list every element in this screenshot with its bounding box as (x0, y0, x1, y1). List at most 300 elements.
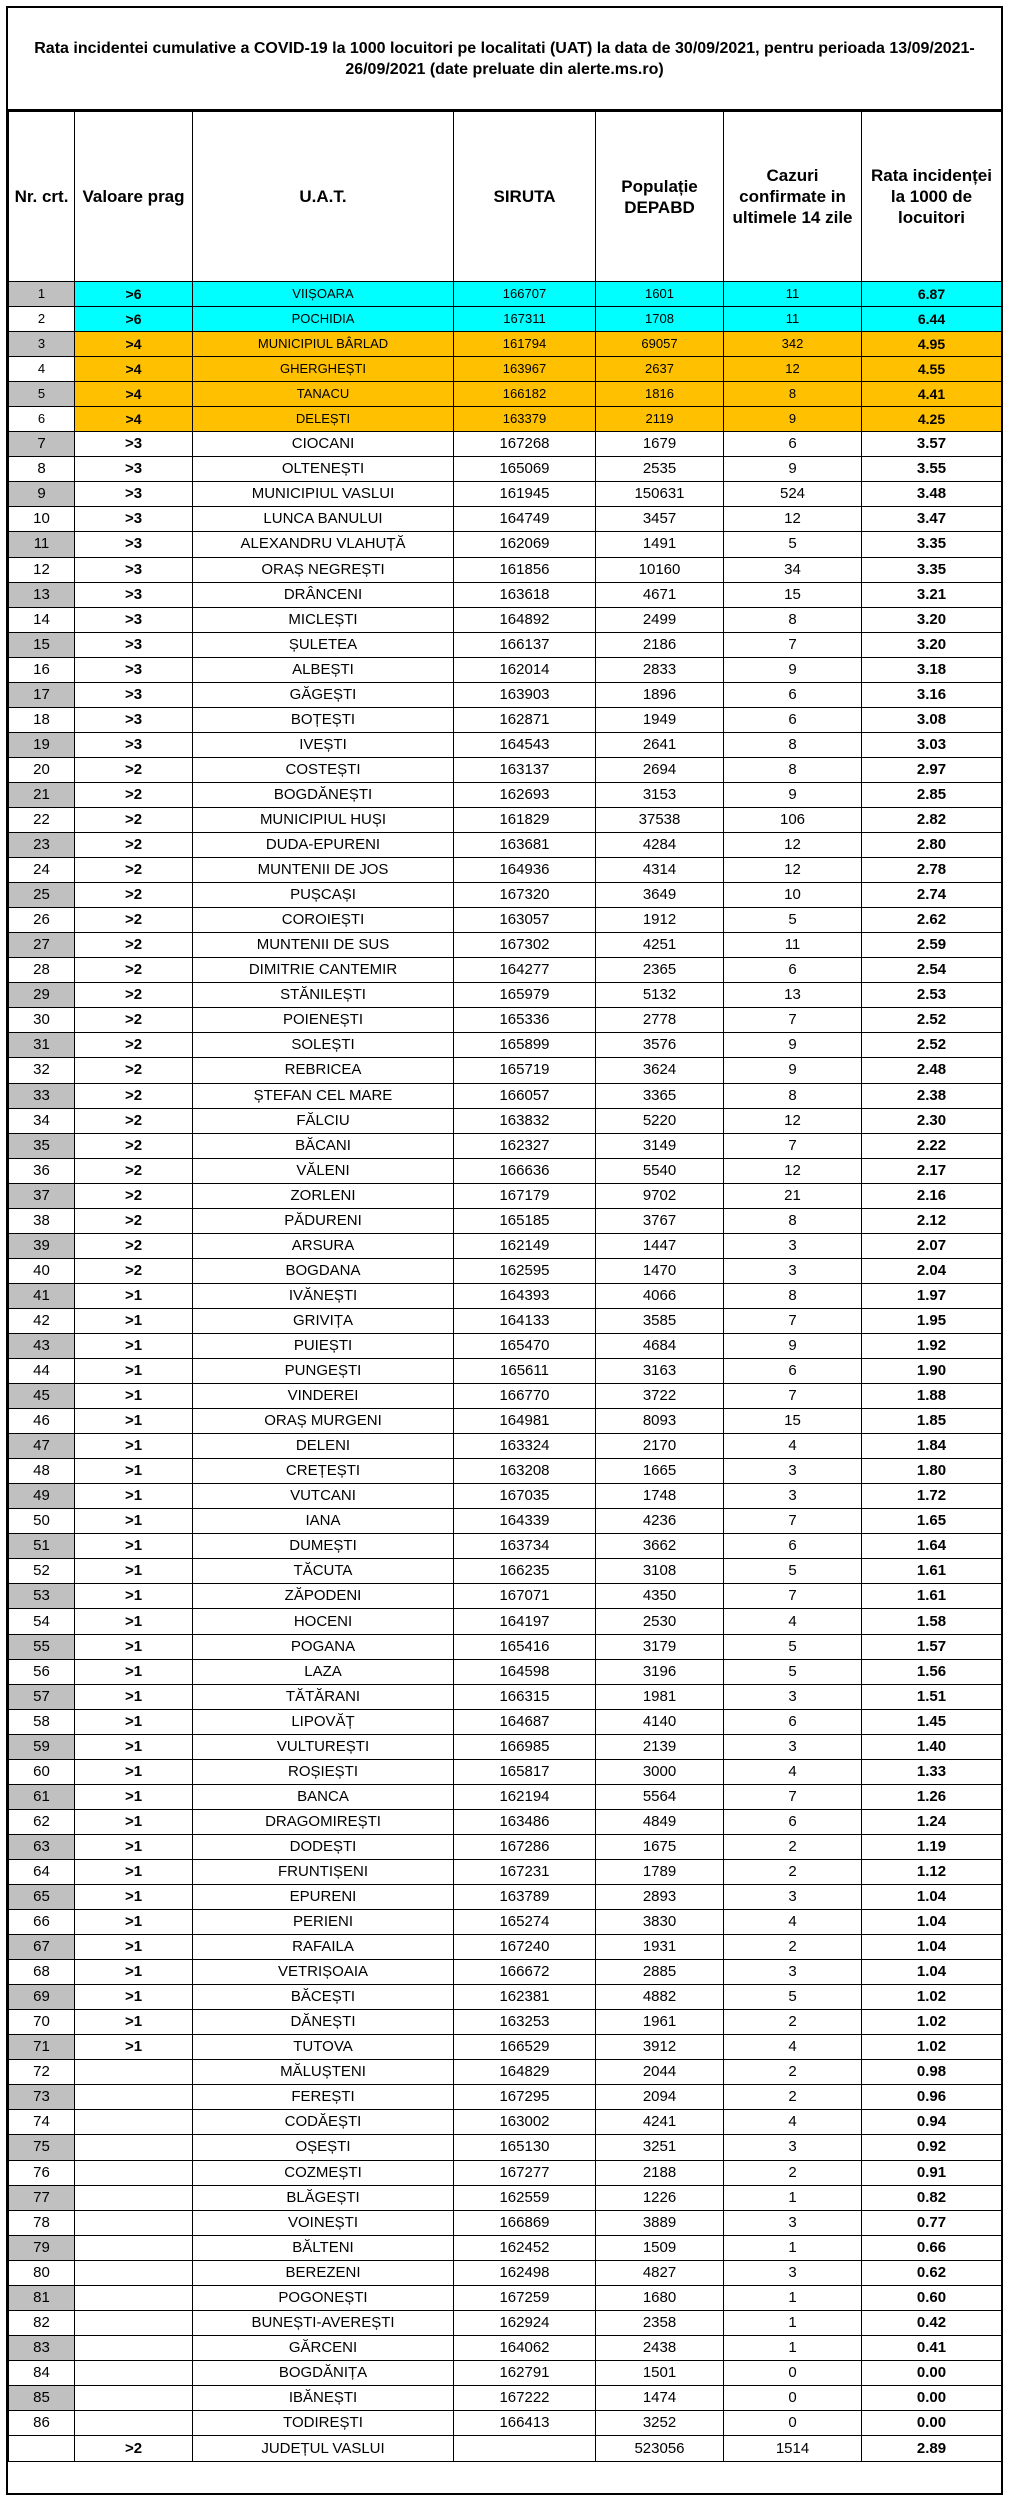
cell-uat: HOCENI (193, 1609, 454, 1634)
cell-prag: >2 (75, 807, 193, 832)
table-body (9, 282, 1002, 2462)
cell-siruta: 165069 (454, 457, 596, 482)
cell-prag: >1 (75, 1734, 193, 1759)
cell-nr: 39 (9, 1233, 75, 1258)
cell-populatie: 37538 (596, 807, 724, 832)
cell-uat: LIPOVĂȚ (193, 1709, 454, 1734)
cell-rata: 0.62 (862, 2260, 1002, 2285)
cell-nr: 54 (9, 1609, 75, 1634)
cell-cazuri: 3 (724, 2210, 862, 2235)
cell-siruta: 162498 (454, 2260, 596, 2285)
cell-uat: BĂLTENI (193, 2235, 454, 2260)
cell-rata: 3.57 (862, 432, 1002, 457)
cell-uat: BĂCANI (193, 1133, 454, 1158)
table-row (9, 1734, 1002, 1759)
total-populatie: 523056 (596, 2436, 724, 2462)
cell-rata: 0.66 (862, 2235, 1002, 2260)
cell-uat: BUNEȘTI-AVEREȘTI (193, 2310, 454, 2335)
cell-siruta: 167277 (454, 2160, 596, 2185)
cell-rata: 1.02 (862, 2035, 1002, 2060)
cell-prag (75, 2260, 193, 2285)
cell-rata: 1.92 (862, 1333, 1002, 1358)
table-row (9, 1409, 1002, 1434)
cell-prag (75, 2310, 193, 2335)
cell-prag: >2 (75, 1008, 193, 1033)
cell-populatie: 3000 (596, 1759, 724, 1784)
cell-cazuri: 15 (724, 582, 862, 607)
cell-uat: ȘTEFAN CEL MARE (193, 1083, 454, 1108)
cell-rata: 1.19 (862, 1834, 1002, 1859)
cell-cazuri: 8 (724, 382, 862, 407)
table-row (9, 1960, 1002, 1985)
table-row (9, 1283, 1002, 1308)
cell-cazuri: 8 (724, 732, 862, 757)
cell-populatie: 1981 (596, 1684, 724, 1709)
table-row (9, 2135, 1002, 2160)
cell-uat: PĂDURENI (193, 1208, 454, 1233)
cell-siruta: 165274 (454, 1910, 596, 1935)
cell-prag (75, 2085, 193, 2110)
table-row (9, 1609, 1002, 1634)
cell-rata: 0.92 (862, 2135, 1002, 2160)
cell-nr: 68 (9, 1960, 75, 1985)
cell-uat: MUNICIPIUL BÂRLAD (193, 332, 454, 357)
cell-cazuri: 12 (724, 1108, 862, 1133)
cell-cazuri: 7 (724, 1509, 862, 1534)
cell-uat: DELEȘTI (193, 407, 454, 432)
cell-cazuri: 5 (724, 1559, 862, 1584)
table-row (9, 707, 1002, 732)
cell-uat: BOGDĂNEȘTI (193, 782, 454, 807)
cell-cazuri: 5 (724, 1659, 862, 1684)
table-row (9, 1910, 1002, 1935)
header-rata: Rata incidenței la 1000 de locuitori (862, 112, 1002, 282)
cell-siruta: 164687 (454, 1709, 596, 1734)
cell-siruta: 164197 (454, 1609, 596, 1634)
cell-siruta: 163253 (454, 2010, 596, 2035)
cell-nr: 44 (9, 1359, 75, 1384)
cell-rata: 0.82 (862, 2185, 1002, 2210)
cell-populatie: 3149 (596, 1133, 724, 1158)
cell-uat: ALEXANDRU VLAHUȚĂ (193, 532, 454, 557)
table-row (9, 2310, 1002, 2335)
cell-populatie: 2499 (596, 607, 724, 632)
cell-rata: 2.22 (862, 1133, 1002, 1158)
cell-siruta: 167071 (454, 1584, 596, 1609)
table-row (9, 1183, 1002, 1208)
cell-uat: VOINEȘTI (193, 2210, 454, 2235)
cell-rata: 1.51 (862, 1684, 1002, 1709)
cell-uat: FEREȘTI (193, 2085, 454, 2110)
cell-siruta: 164892 (454, 607, 596, 632)
cell-cazuri: 3 (724, 1885, 862, 1910)
cell-rata: 0.98 (862, 2060, 1002, 2085)
cell-prag: >3 (75, 457, 193, 482)
cell-siruta: 167179 (454, 1183, 596, 1208)
cell-prag: >1 (75, 1459, 193, 1484)
cell-cazuri: 1 (724, 2310, 862, 2335)
cell-cazuri: 0 (724, 2360, 862, 2385)
cell-cazuri: 7 (724, 632, 862, 657)
table-header-row (9, 112, 1002, 282)
cell-populatie: 2637 (596, 357, 724, 382)
cell-populatie: 4671 (596, 582, 724, 607)
cell-prag: >4 (75, 382, 193, 407)
cell-uat: ORAȘ MURGENI (193, 1409, 454, 1434)
table-row (9, 1108, 1002, 1133)
table-row (9, 607, 1002, 632)
cell-nr: 27 (9, 933, 75, 958)
cell-rata: 1.26 (862, 1784, 1002, 1809)
cell-nr: 15 (9, 632, 75, 657)
cell-rata: 1.64 (862, 1534, 1002, 1559)
cell-populatie: 3912 (596, 2035, 724, 2060)
cell-rata: 3.20 (862, 607, 1002, 632)
header-nr: Nr. crt. (9, 112, 75, 282)
cell-cazuri: 8 (724, 1083, 862, 1108)
table-row (9, 883, 1002, 908)
cell-cazuri: 7 (724, 1133, 862, 1158)
cell-cazuri: 12 (724, 833, 862, 858)
cell-uat: IANA (193, 1509, 454, 1534)
cell-nr: 47 (9, 1434, 75, 1459)
cell-prag: >1 (75, 1834, 193, 1859)
cell-populatie: 4284 (596, 833, 724, 858)
total-prag: >2 (75, 2436, 193, 2462)
cell-prag: >1 (75, 1659, 193, 1684)
cell-nr: 83 (9, 2335, 75, 2360)
cell-cazuri: 7 (724, 1784, 862, 1809)
cell-rata: 3.16 (862, 682, 1002, 707)
cell-prag: >1 (75, 1960, 193, 1985)
cell-uat: OȘEȘTI (193, 2135, 454, 2160)
cell-siruta: 165899 (454, 1033, 596, 1058)
cell-rata: 1.58 (862, 1609, 1002, 1634)
cell-prag: >1 (75, 1434, 193, 1459)
cell-uat: ZĂPODENI (193, 1584, 454, 1609)
table-row (9, 2185, 1002, 2210)
incidence-report-sheet (6, 6, 1003, 2495)
cell-siruta: 163486 (454, 1809, 596, 1834)
cell-siruta: 164598 (454, 1659, 596, 1684)
table-row (9, 2410, 1002, 2435)
cell-siruta: 165470 (454, 1333, 596, 1358)
cell-nr: 69 (9, 1985, 75, 2010)
cell-prag: >1 (75, 1484, 193, 1509)
cell-prag: >1 (75, 1584, 193, 1609)
cell-prag: >3 (75, 632, 193, 657)
cell-uat: BEREZENI (193, 2260, 454, 2285)
cell-nr: 22 (9, 807, 75, 832)
cell-prag: >1 (75, 1333, 193, 1358)
cell-populatie: 2186 (596, 632, 724, 657)
cell-prag: >1 (75, 1985, 193, 2010)
table-row (9, 682, 1002, 707)
cell-rata: 2.52 (862, 1008, 1002, 1033)
cell-rata: 2.12 (862, 1208, 1002, 1233)
cell-uat: STĂNILEȘTI (193, 983, 454, 1008)
cell-populatie: 1665 (596, 1459, 724, 1484)
cell-populatie: 1816 (596, 382, 724, 407)
cell-rata: 1.04 (862, 1960, 1002, 1985)
cell-populatie: 2188 (596, 2160, 724, 2185)
cell-rata: 2.54 (862, 958, 1002, 983)
cell-nr: 17 (9, 682, 75, 707)
table-row (9, 1784, 1002, 1809)
cell-nr: 14 (9, 607, 75, 632)
cell-rata: 1.97 (862, 1283, 1002, 1308)
cell-rata: 0.60 (862, 2285, 1002, 2310)
table-row (9, 1484, 1002, 1509)
cell-siruta: 167311 (454, 307, 596, 332)
cell-populatie: 2358 (596, 2310, 724, 2335)
cell-siruta: 167302 (454, 933, 596, 958)
cell-siruta: 166707 (454, 282, 596, 307)
cell-uat: DUDA-EPURENI (193, 833, 454, 858)
cell-populatie: 1601 (596, 282, 724, 307)
cell-populatie: 3196 (596, 1659, 724, 1684)
cell-populatie: 4684 (596, 1333, 724, 1358)
cell-prag: >2 (75, 1158, 193, 1183)
cell-nr: 52 (9, 1559, 75, 1584)
table-row (9, 557, 1002, 582)
cell-prag: >1 (75, 1283, 193, 1308)
cell-nr: 41 (9, 1283, 75, 1308)
cell-cazuri: 9 (724, 657, 862, 682)
cell-populatie: 1789 (596, 1859, 724, 1884)
cell-cazuri: 2 (724, 2060, 862, 2085)
cell-nr: 53 (9, 1584, 75, 1609)
table-row (9, 1133, 1002, 1158)
cell-prag: >3 (75, 482, 193, 507)
cell-nr: 29 (9, 983, 75, 1008)
cell-populatie: 4251 (596, 933, 724, 958)
cell-cazuri: 7 (724, 1384, 862, 1409)
cell-prag: >3 (75, 432, 193, 457)
cell-rata: 1.02 (862, 2010, 1002, 2035)
cell-nr: 23 (9, 833, 75, 858)
cell-siruta: 167240 (454, 1935, 596, 1960)
cell-rata: 3.03 (862, 732, 1002, 757)
table-row (9, 1359, 1002, 1384)
cell-prag: >3 (75, 707, 193, 732)
cell-rata: 3.47 (862, 507, 1002, 532)
cell-cazuri: 6 (724, 1809, 862, 1834)
cell-siruta: 166985 (454, 1734, 596, 1759)
cell-cazuri: 4 (724, 1759, 862, 1784)
cell-prag: >1 (75, 1308, 193, 1333)
cell-prag: >3 (75, 532, 193, 557)
cell-prag: >1 (75, 1859, 193, 1884)
cell-populatie: 3179 (596, 1634, 724, 1659)
cell-populatie: 1931 (596, 1935, 724, 1960)
cell-nr: 13 (9, 582, 75, 607)
cell-nr: 84 (9, 2360, 75, 2385)
cell-siruta: 161829 (454, 807, 596, 832)
cell-nr: 46 (9, 1409, 75, 1434)
cell-cazuri: 2 (724, 1935, 862, 1960)
table-row (9, 1083, 1002, 1108)
cell-populatie: 3251 (596, 2135, 724, 2160)
cell-prag: >3 (75, 607, 193, 632)
cell-prag (75, 2135, 193, 2160)
cell-siruta: 164339 (454, 1509, 596, 1534)
cell-prag: >2 (75, 1208, 193, 1233)
table-row (9, 782, 1002, 807)
cell-nr: 82 (9, 2310, 75, 2335)
table-row (9, 632, 1002, 657)
cell-uat: VETRIȘOAIA (193, 1960, 454, 1985)
cell-rata: 1.02 (862, 1985, 1002, 2010)
cell-rata: 2.48 (862, 1058, 1002, 1083)
cell-cazuri: 6 (724, 707, 862, 732)
cell-populatie: 4066 (596, 1283, 724, 1308)
cell-rata: 6.87 (862, 282, 1002, 307)
cell-rata: 1.61 (862, 1559, 1002, 1584)
total-siruta (454, 2436, 596, 2462)
cell-siruta: 164543 (454, 732, 596, 757)
cell-cazuri: 8 (724, 607, 862, 632)
cell-nr: 57 (9, 1684, 75, 1709)
cell-nr: 10 (9, 507, 75, 532)
cell-cazuri: 12 (724, 507, 862, 532)
cell-populatie: 3163 (596, 1359, 724, 1384)
cell-uat: DRAGOMIREȘTI (193, 1809, 454, 1834)
cell-cazuri: 8 (724, 1283, 862, 1308)
cell-nr: 16 (9, 657, 75, 682)
cell-uat: LAZA (193, 1659, 454, 1684)
cell-populatie: 3153 (596, 782, 724, 807)
cell-uat: TANACU (193, 382, 454, 407)
cell-populatie: 1501 (596, 2360, 724, 2385)
cell-uat: TODIREȘTI (193, 2410, 454, 2435)
cell-nr: 76 (9, 2160, 75, 2185)
cell-siruta: 165817 (454, 1759, 596, 1784)
cell-rata: 2.62 (862, 908, 1002, 933)
cell-prag: >2 (75, 1183, 193, 1208)
header-siruta: SIRUTA (454, 112, 596, 282)
cell-uat: GHERGHEȘTI (193, 357, 454, 382)
cell-populatie: 3252 (596, 2410, 724, 2435)
cell-siruta: 161856 (454, 557, 596, 582)
table-row (9, 2285, 1002, 2310)
cell-cazuri: 1 (724, 2235, 862, 2260)
cell-cazuri: 4 (724, 1609, 862, 1634)
table-row (9, 2110, 1002, 2135)
cell-nr: 1 (9, 282, 75, 307)
cell-cazuri: 106 (724, 807, 862, 832)
cell-populatie: 3585 (596, 1308, 724, 1333)
cell-cazuri: 9 (724, 1058, 862, 1083)
cell-populatie: 1470 (596, 1258, 724, 1283)
cell-populatie: 4827 (596, 2260, 724, 2285)
cell-uat: TĂTĂRANI (193, 1684, 454, 1709)
table-row (9, 432, 1002, 457)
table-row (9, 1333, 1002, 1358)
cell-uat: MĂLUȘTENI (193, 2060, 454, 2085)
cell-populatie: 4314 (596, 858, 724, 883)
cell-cazuri: 3 (724, 2135, 862, 2160)
cell-prag: >1 (75, 2010, 193, 2035)
cell-populatie: 2778 (596, 1008, 724, 1033)
cell-cazuri: 34 (724, 557, 862, 582)
cell-rata: 3.21 (862, 582, 1002, 607)
cell-siruta: 163903 (454, 682, 596, 707)
cell-nr: 30 (9, 1008, 75, 1033)
cell-rata: 1.85 (862, 1409, 1002, 1434)
cell-cazuri: 3 (724, 1233, 862, 1258)
cell-siruta: 167320 (454, 883, 596, 908)
cell-rata: 0.96 (862, 2085, 1002, 2110)
table-row (9, 1759, 1002, 1784)
table-row (9, 332, 1002, 357)
cell-prag (75, 2160, 193, 2185)
cell-prag: >2 (75, 1108, 193, 1133)
cell-siruta: 162069 (454, 532, 596, 557)
cell-uat: DELENI (193, 1434, 454, 1459)
cell-uat: CODĂEȘTI (193, 2110, 454, 2135)
cell-rata: 2.53 (862, 983, 1002, 1008)
table-row (9, 2060, 1002, 2085)
cell-prag: >2 (75, 983, 193, 1008)
cell-uat: SOLEȘTI (193, 1033, 454, 1058)
cell-prag: >2 (75, 1133, 193, 1158)
cell-prag (75, 2060, 193, 2085)
cell-siruta: 163789 (454, 1885, 596, 1910)
cell-rata: 3.20 (862, 632, 1002, 657)
cell-nr: 7 (9, 432, 75, 457)
cell-uat: IVĂNEȘTI (193, 1283, 454, 1308)
cell-siruta: 164749 (454, 507, 596, 532)
table-row (9, 307, 1002, 332)
cell-populatie: 3889 (596, 2210, 724, 2235)
cell-rata: 6.44 (862, 307, 1002, 332)
table-row (9, 382, 1002, 407)
cell-uat: MUNTENII DE JOS (193, 858, 454, 883)
cell-prag: >2 (75, 1258, 193, 1283)
cell-populatie: 2893 (596, 1885, 724, 1910)
cell-rata: 0.00 (862, 2410, 1002, 2435)
table-row (9, 1684, 1002, 1709)
cell-populatie: 4140 (596, 1709, 724, 1734)
cell-populatie: 2694 (596, 757, 724, 782)
cell-cazuri: 2 (724, 1834, 862, 1859)
cell-siruta: 162693 (454, 782, 596, 807)
cell-rata: 2.85 (862, 782, 1002, 807)
cell-prag (75, 2235, 193, 2260)
cell-rata: 2.59 (862, 933, 1002, 958)
cell-populatie: 2365 (596, 958, 724, 983)
cell-nr: 51 (9, 1534, 75, 1559)
cell-uat: COROIEȘTI (193, 908, 454, 933)
cell-siruta: 165185 (454, 1208, 596, 1233)
cell-uat: COZMEȘTI (193, 2160, 454, 2185)
cell-cazuri: 6 (724, 1359, 862, 1384)
table-row (9, 2085, 1002, 2110)
cell-cazuri: 12 (724, 1158, 862, 1183)
cell-rata: 4.95 (862, 332, 1002, 357)
cell-populatie: 3767 (596, 1208, 724, 1233)
cell-populatie: 1509 (596, 2235, 724, 2260)
cell-nr: 21 (9, 782, 75, 807)
cell-rata: 0.77 (862, 2210, 1002, 2235)
cell-uat: POGONEȘTI (193, 2285, 454, 2310)
cell-nr: 19 (9, 732, 75, 757)
cell-cazuri: 1 (724, 2185, 862, 2210)
cell-nr: 42 (9, 1308, 75, 1333)
cell-populatie: 2139 (596, 1734, 724, 1759)
table-row (9, 2210, 1002, 2235)
